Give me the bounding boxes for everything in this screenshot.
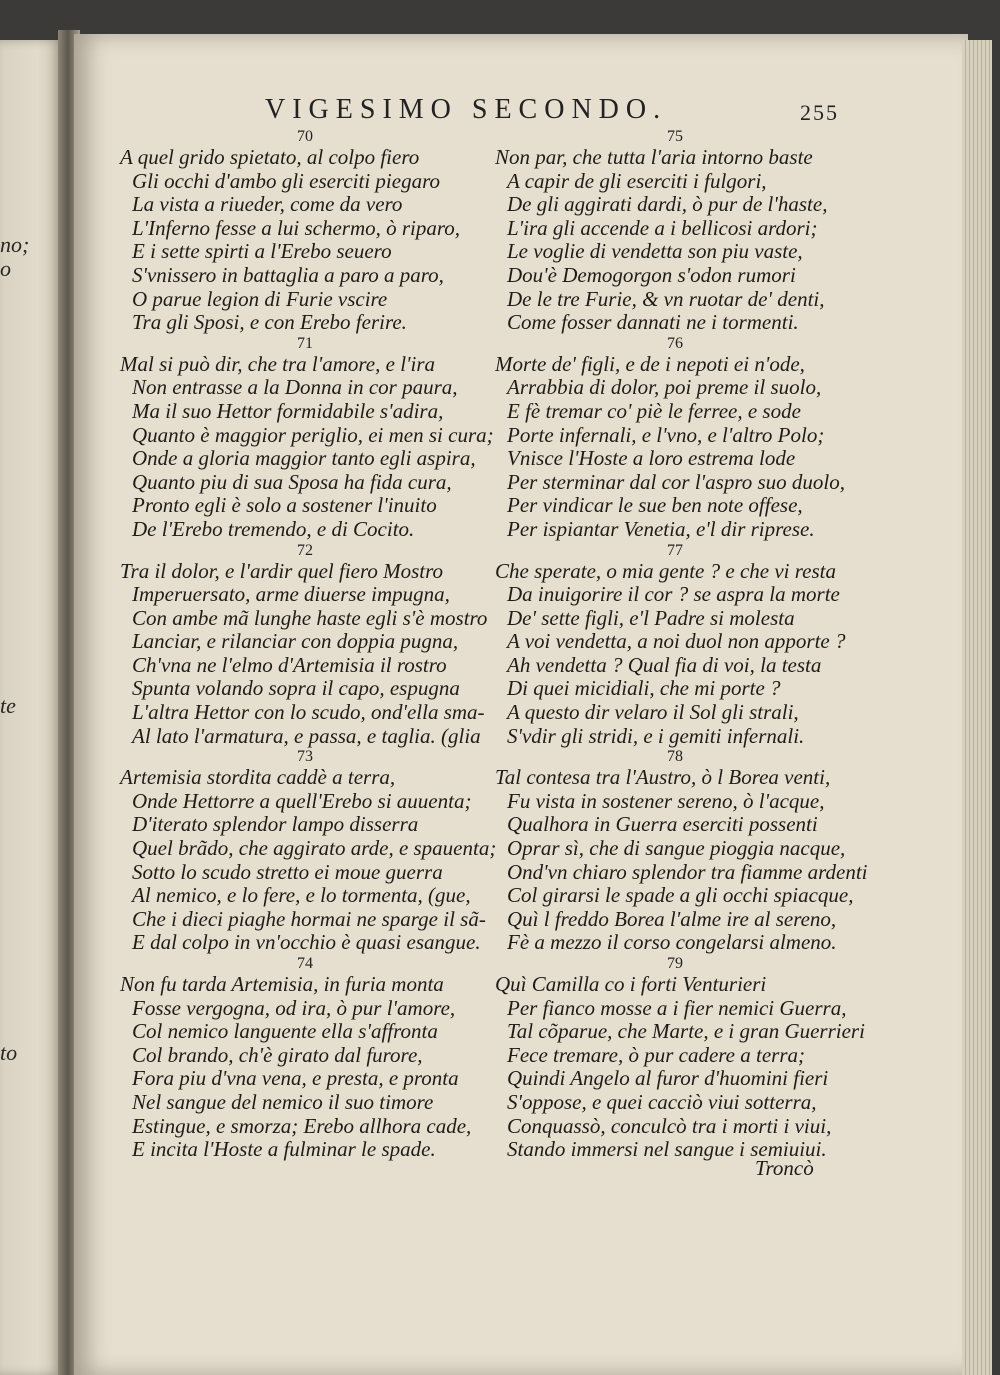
verse-line: Come fosser dannati ne i tormenti.	[507, 310, 799, 335]
verse-line: Fu vista in sostener sereno, ò l'acque,	[507, 788, 825, 813]
verse-line: Fece tremare, ò pur cadere a terra;	[507, 1042, 805, 1067]
verse-line: Non par, che tutta l'aria intorno baste	[495, 145, 813, 169]
verse-line: Per fianco mosse a i fier nemici Guerra,	[507, 995, 847, 1020]
verse-line: Fosse vergogna, od ira, ò pur l'amore,	[132, 995, 456, 1020]
verse-line: Ond'vn chiaro splendor tra fiamme ardenti	[507, 859, 868, 884]
verse-line: E incita l'Hoste a fulminar le spade.	[132, 1137, 436, 1162]
verse-line: Spunta volando sopra il capo, espugna	[132, 676, 460, 701]
stanza	[495, 748, 868, 955]
stanza-number: 71	[297, 334, 313, 352]
verse-line: Gli occhi d'ambo gli eserciti piegaro	[132, 168, 440, 193]
verse-line: L'ira gli accende a i bellicosi ardori;	[507, 215, 818, 240]
stanza	[495, 128, 855, 335]
verse-line: Stando immersi nel sangue i semiuiui.	[507, 1137, 827, 1162]
left-page-fragment: no;	[0, 232, 30, 257]
verse-line: S'vnissero in battaglia a paro a paro,	[132, 262, 444, 287]
verse-line: Onde Hettorre a quell'Erebo si auuenta;	[132, 788, 472, 813]
stanza	[495, 335, 855, 542]
stanza	[120, 748, 497, 955]
stanza	[120, 128, 490, 335]
catchword: Troncò	[755, 1156, 814, 1180]
verse-line: Nel sangue del nemico il suo timore	[132, 1089, 434, 1114]
stanza	[495, 542, 855, 749]
stanza	[120, 334, 494, 542]
verse-line: A quel grido spietato, al colpo fiero	[120, 145, 420, 169]
verse-line: Ah vendetta ? Qual fia di voi, la testa	[507, 652, 822, 677]
verse-line: Fè a mezzo il corso congelarsi almeno.	[507, 930, 837, 955]
verse-line: Arrabbia di dolor, poi preme il suolo,	[507, 375, 822, 400]
verse-line: Conquassò, conculcò tra i morti i viui,	[507, 1113, 832, 1138]
verse-line: Quanto è maggior periglio, ei men si cura;	[132, 422, 494, 447]
verse-line: Non entrasse a la Donna in cor paura,	[132, 375, 458, 400]
verse-line: Estingue, e smorza; Erebo allhora cade,	[132, 1113, 472, 1138]
verse-line: L'Inferno fesse a lui schermo, ò riparo,	[132, 215, 461, 240]
verse-line: Tra il dolor, e l'ardir quel fiero Mostro	[120, 558, 444, 583]
verse-line: Morte de' figli, e de i nepoti ei n'ode,	[495, 351, 805, 376]
stanza-number: 78	[667, 748, 683, 766]
page-edges	[962, 40, 992, 1375]
stanza-number: 79	[667, 955, 683, 972]
verse-line: Col girarsi le spade a gli occhi spiacque,	[507, 883, 854, 908]
running-title: VIGESIMO SECONDO.	[265, 94, 668, 125]
verse-line: Quindi Angelo al furor d'huomini fieri	[507, 1066, 829, 1091]
stanza	[120, 955, 490, 1162]
verse-line: A voi vendetta, a noi duol non apporte ?	[507, 629, 846, 654]
verse-line: Non fu tarda Artemisia, in furia monta	[120, 972, 444, 996]
verse-line: La vista a riueder, come da vero	[132, 192, 403, 217]
stanza-number: 76	[667, 334, 683, 352]
verse-line: Tal cõparue, che Marte, e i gran Guerrieri	[507, 1019, 865, 1044]
verse-line: Per vindicar le sue ben note offese,	[507, 493, 803, 518]
stanza-number: 75	[667, 128, 683, 145]
stanza-number: 72	[297, 541, 313, 559]
stanza-number: 70	[297, 128, 313, 145]
verse-line: Onde a gloria maggior tanto egli aspira,	[132, 446, 476, 471]
verse-line: Imperuersato, arme diuerse impugna,	[132, 582, 450, 607]
verse-line: Pronto egli è solo a sostener l'inuito	[132, 493, 437, 518]
verse-line: E i sette spirti a l'Erebo seuero	[132, 239, 392, 264]
verse-line: Dou'è Demogorgon s'odon rumori	[507, 262, 796, 287]
verse-line: De' sette figli, e'l Padre si molesta	[507, 605, 795, 630]
verse-line: Tra gli Sposi, e con Erebo ferire.	[132, 310, 407, 335]
verse-line: De l'Erebo tremendo, e di Cocito.	[132, 516, 415, 541]
verse-line: Le voglie di vendetta son piu vaste,	[507, 239, 803, 264]
stanza-number: 73	[297, 748, 313, 766]
left-page-fragment: te	[0, 693, 16, 718]
page-number: 255	[800, 100, 839, 125]
left-text-column	[120, 128, 497, 1162]
verse-line: Lanciar, e rilanciar con doppia pugna,	[132, 629, 459, 654]
stanza	[120, 542, 490, 749]
verse-line: E dal colpo in vn'occhio è quasi esangue.	[132, 930, 481, 955]
verse-line: Da inuigorire il cor ? se aspra la morte	[507, 582, 840, 607]
verse-line: Per sterminar dal cor l'aspro suo duolo,	[507, 469, 845, 494]
left-page-fragment: o	[0, 256, 11, 281]
verse-line: Col nemico languente ella s'affronta	[132, 1019, 438, 1044]
verse-line: De le tre Furie, & vn ruotar de' denti,	[507, 286, 825, 311]
verse-line: Al lato l'armatura, e passa, e taglia. (glia	[132, 723, 481, 748]
verse-line: Di quei micidiali, che mi porte ?	[507, 676, 781, 701]
verse-line: Col brando, ch'è girato dal furore,	[132, 1042, 423, 1067]
verse-line: O parue legion di Furie vscire	[132, 286, 388, 311]
verse-line: Qualhora in Guerra eserciti possenti	[507, 812, 818, 837]
stanza-number: 74	[297, 955, 313, 972]
verse-line: Quanto piu di sua Sposa ha fida cura,	[132, 469, 452, 494]
verse-line: Al nemico, e lo fere, e lo tormenta, (gue,	[132, 883, 471, 908]
verse-line: D'iterato splendor lampo disserra	[132, 812, 419, 837]
verse-line: Porte infernali, e l'vno, e l'altro Polo;	[507, 422, 825, 447]
verse-line: S'vdir gli stridi, e i gemiti infernali.	[507, 723, 805, 748]
verse-line: Ma il suo Hettor formidabile s'adira,	[132, 398, 444, 423]
verse-line: Mal si può dir, che tra l'amore, e l'ira	[120, 351, 436, 376]
verse-line: Quì l freddo Borea l'alme ire al sereno,	[507, 906, 837, 931]
verse-line: Oprar sì, che di sangue pioggia nacque,	[507, 836, 846, 861]
verse-line: Con ambe mã lunghe haste egli s'è mostro	[132, 605, 488, 630]
verse-line: Per ispiantar Venetia, e'l dir riprese.	[507, 516, 815, 541]
verse-line: E fè tremar co' piè le ferree, e sode	[507, 398, 801, 423]
verse-line: A capir de gli eserciti i fulgori,	[507, 168, 767, 193]
verse-line: Artemisia stordita caddè a terra,	[120, 765, 396, 790]
verse-line: Fora piu d'vna vena, e presta, e pronta	[132, 1066, 459, 1091]
stanza	[495, 955, 865, 1162]
verse-line: Sotto lo scudo stretto ei moue guerra	[132, 859, 443, 884]
verse-line: Quì Camilla co i forti Venturieri	[495, 972, 767, 996]
verse-line: Quel brãdo, che aggirato arde, e spauenta;	[132, 836, 497, 861]
left-page-fragment: to	[0, 1040, 18, 1065]
verse-line: Che i dieci piaghe hormai ne sparge il sã-	[132, 906, 486, 931]
verse-line: L'altra Hettor con lo scudo, ond'ella sma-	[132, 700, 485, 725]
stanza-number: 77	[667, 541, 683, 559]
verse-line: Ch'vna ne l'elmo d'Artemisia il rostro	[132, 652, 447, 677]
verse-line: De gli aggirati dardi, ò pur de l'haste,	[507, 192, 828, 217]
verse-line: A questo dir velaro il Sol gli strali,	[507, 700, 799, 725]
verse-line: Tal contesa tra l'Austro, ò l Borea venti,	[495, 765, 831, 790]
verse-line: Che sperate, o mia gente ? e che vi resta	[495, 558, 836, 583]
verse-line: S'oppose, e quei cacciò viui sotterra,	[507, 1089, 817, 1114]
verse-line: Vnisce l'Hoste a loro estrema lode	[507, 446, 796, 471]
right-text-column	[495, 128, 868, 1162]
